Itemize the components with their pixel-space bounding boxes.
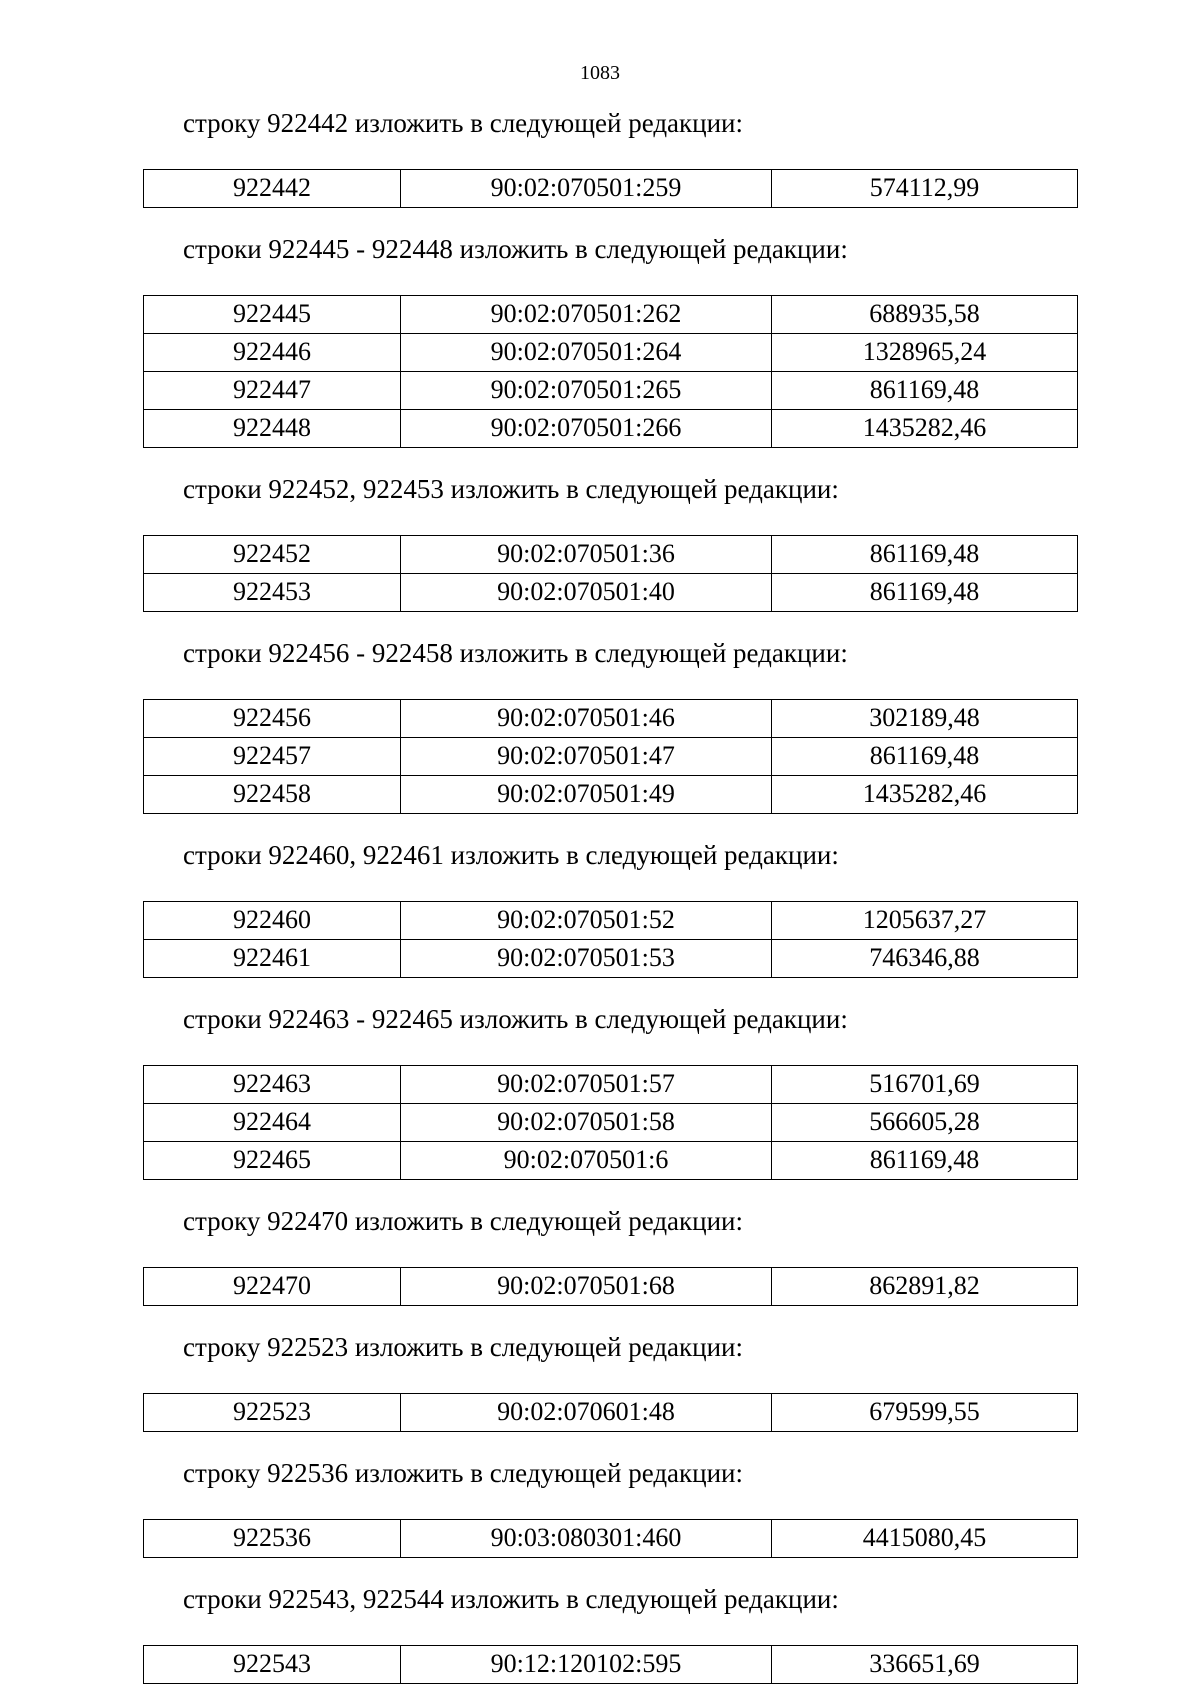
- table-row: [144, 1066, 1078, 1104]
- data-table: [143, 1393, 1078, 1432]
- row-number-cell: 922543: [144, 1646, 401, 1684]
- page-number: 1083: [580, 62, 620, 84]
- row-number-cell: 922448: [144, 410, 401, 448]
- section-intro: строки 922456 - 922458 изложить в следующей редакции:: [183, 638, 848, 668]
- data-table: [143, 699, 1078, 814]
- row-number-cell: 922523: [144, 1394, 401, 1432]
- section-intro: строки 922452, 922453 изложить в следующей редакции:: [183, 474, 839, 504]
- value-cell: 861169,48: [772, 1142, 1078, 1180]
- cadastral-number-cell: 90:02:070501:259: [401, 170, 772, 208]
- cadastral-number-cell: 90:02:070501:264: [401, 334, 772, 372]
- table-row: [144, 1268, 1078, 1306]
- value-cell: 566605,28: [772, 1104, 1078, 1142]
- section-intro: строки 922543, 922544 изложить в следующей редакции:: [183, 1584, 839, 1614]
- cadastral-number-cell: 90:02:070501:266: [401, 410, 772, 448]
- row-number-cell: 922465: [144, 1142, 401, 1180]
- table-row: [144, 738, 1078, 776]
- table-row: [144, 1142, 1078, 1180]
- value-cell: 4415080,45: [772, 1520, 1078, 1558]
- value-cell: 688935,58: [772, 296, 1078, 334]
- table-row: [144, 170, 1078, 208]
- row-number-cell: 922536: [144, 1520, 401, 1558]
- table-row: [144, 1520, 1078, 1558]
- row-number-cell: 922447: [144, 372, 401, 410]
- value-cell: 861169,48: [772, 574, 1078, 612]
- table-row: [144, 410, 1078, 448]
- value-cell: 336651,69: [772, 1646, 1078, 1684]
- cadastral-number-cell: 90:02:070501:53: [401, 940, 772, 978]
- value-cell: 516701,69: [772, 1066, 1078, 1104]
- table-row: [144, 700, 1078, 738]
- table-row: [144, 940, 1078, 978]
- table-row: [144, 902, 1078, 940]
- row-number-cell: 922460: [144, 902, 401, 940]
- table-row: [144, 574, 1078, 612]
- data-table: [143, 1267, 1078, 1306]
- row-number-cell: 922457: [144, 738, 401, 776]
- value-cell: 1328965,24: [772, 334, 1078, 372]
- cadastral-number-cell: 90:02:070501:262: [401, 296, 772, 334]
- row-number-cell: 922452: [144, 536, 401, 574]
- row-number-cell: 922464: [144, 1104, 401, 1142]
- cadastral-number-cell: 90:02:070501:68: [401, 1268, 772, 1306]
- section-intro: строку 922536 изложить в следующей редакции:: [183, 1458, 744, 1488]
- value-cell: 861169,48: [772, 536, 1078, 574]
- table-row: [144, 1394, 1078, 1432]
- cadastral-number-cell: 90:02:070501:49: [401, 776, 772, 814]
- cadastral-number-cell: 90:02:070601:48: [401, 1394, 772, 1432]
- table-row: [144, 372, 1078, 410]
- value-cell: 861169,48: [772, 738, 1078, 776]
- row-number-cell: 922453: [144, 574, 401, 612]
- cadastral-number-cell: 90:02:070501:40: [401, 574, 772, 612]
- data-table: [143, 535, 1078, 612]
- value-cell: 679599,55: [772, 1394, 1078, 1432]
- row-number-cell: 922470: [144, 1268, 401, 1306]
- data-table: [143, 295, 1078, 448]
- section-intro: строку 922470 изложить в следующей редакции:: [183, 1206, 744, 1236]
- table-row: [144, 334, 1078, 372]
- row-number-cell: 922463: [144, 1066, 401, 1104]
- value-cell: 862891,82: [772, 1268, 1078, 1306]
- table-row: [144, 776, 1078, 814]
- cadastral-number-cell: 90:02:070501:6: [401, 1142, 772, 1180]
- value-cell: 746346,88: [772, 940, 1078, 978]
- value-cell: 574112,99: [772, 170, 1078, 208]
- data-table: [143, 1519, 1078, 1558]
- value-cell: 1435282,46: [772, 410, 1078, 448]
- row-number-cell: 922445: [144, 296, 401, 334]
- cadastral-number-cell: 90:02:070501:52: [401, 902, 772, 940]
- table-row: [144, 1646, 1078, 1684]
- data-table: [143, 1645, 1078, 1684]
- section-intro: строки 922460, 922461 изложить в следующей редакции:: [183, 840, 839, 870]
- section-intro: строки 922463 - 922465 изложить в следующей редакции:: [183, 1004, 848, 1034]
- cadastral-number-cell: 90:02:070501:46: [401, 700, 772, 738]
- document-body: [0, 106, 1200, 1708]
- value-cell: 861169,48: [772, 372, 1078, 410]
- section-intro: строку 922523 изложить в следующей редакции:: [183, 1332, 744, 1362]
- section-intro: строки 922445 - 922448 изложить в следующей редакции:: [183, 234, 848, 264]
- cadastral-number-cell: 90:02:070501:57: [401, 1066, 772, 1104]
- value-cell: 1435282,46: [772, 776, 1078, 814]
- value-cell: 1205637,27: [772, 902, 1078, 940]
- row-number-cell: 922456: [144, 700, 401, 738]
- cadastral-number-cell: 90:02:070501:36: [401, 536, 772, 574]
- section-intro: строку 922442 изложить в следующей редакции:: [183, 108, 744, 138]
- cadastral-number-cell: 90:02:070501:47: [401, 738, 772, 776]
- data-table: [143, 1065, 1078, 1180]
- cadastral-number-cell: 90:03:080301:460: [401, 1520, 772, 1558]
- data-table: [143, 169, 1078, 208]
- cadastral-number-cell: 90:02:070501:58: [401, 1104, 772, 1142]
- data-table: [143, 901, 1078, 978]
- cadastral-number-cell: 90:12:120102:595: [401, 1646, 772, 1684]
- table-row: [144, 296, 1078, 334]
- cadastral-number-cell: 90:02:070501:265: [401, 372, 772, 410]
- table-row: [144, 1104, 1078, 1142]
- row-number-cell: 922461: [144, 940, 401, 978]
- row-number-cell: 922458: [144, 776, 401, 814]
- row-number-cell: 922442: [144, 170, 401, 208]
- value-cell: 302189,48: [772, 700, 1078, 738]
- table-row: [144, 536, 1078, 574]
- row-number-cell: 922446: [144, 334, 401, 372]
